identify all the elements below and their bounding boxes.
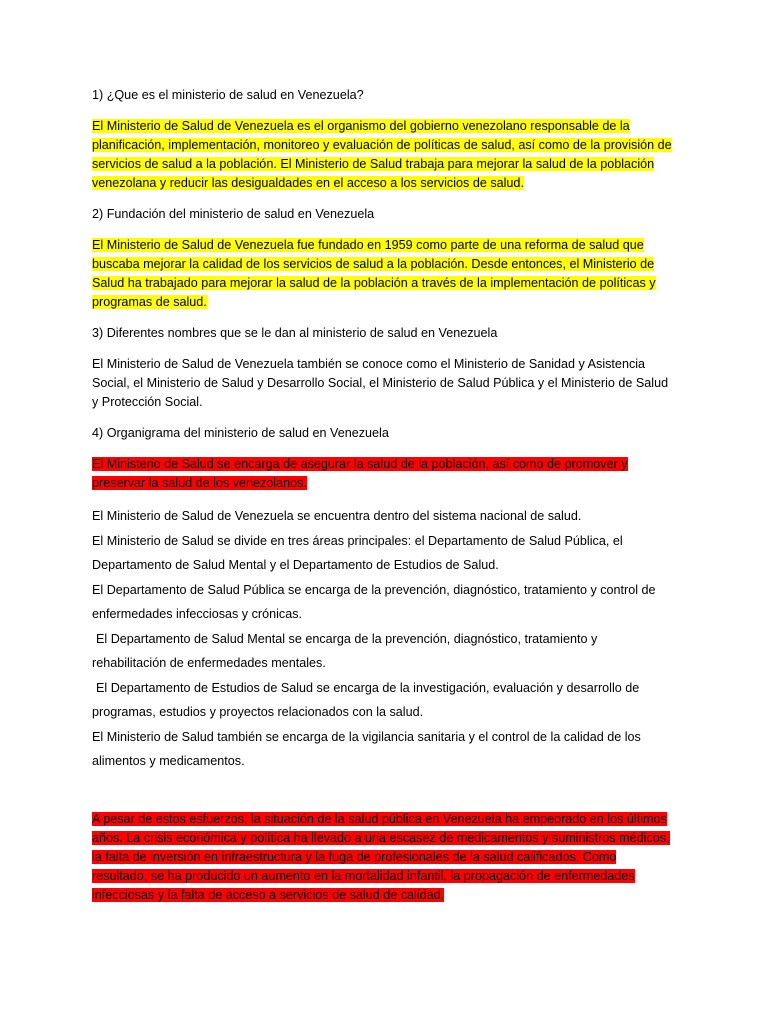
question-4-line-text: El Departamento de Salud Mental se encarga de la prevención, diagnóstico, tratamiento y rehabilitación de enfermedades mentales. (92, 631, 598, 670)
question-2-answer-text: El Ministerio de Salud de Venezuela fue fundado en 1959 como parte de una reforma de salud que buscaba mejorar la calidad de los servicios de salud a la población. Desde entonces, el Ministerio de Salud ha trabajado para mejorar la salud de la población a través de la implementación de políticas y programas de salud. (92, 238, 656, 309)
question-2-heading-text: 2) Fundación del ministerio de salud en Venezuela (92, 207, 375, 221)
question-1-answer-text: El Ministerio de Salud de Venezuela es el organismo del gobierno venezolano responsable de la planificación, implementación, monitoreo y evaluación de políticas de salud, así como de la provisión de servicios de salud a la población. El Ministerio de Salud trabaja para mejorar la salud de la población venezolana y reducir las desigualdades en el acceso a los servicios de salud. (92, 119, 672, 190)
question-4-line: El Departamento de Salud Pública se encarga de la prevención, diagnóstico, tratamiento y control de enfermedades infecciosas y crónicas. (92, 582, 656, 621)
question-1-answer (92, 117, 674, 193)
question-4-line: El Ministerio de Salud se divide en tres áreas principales: el Departamento de Salud Pública, el Departamento de Salud Mental y el Departamento de Estudios de Salud. (92, 533, 623, 572)
question-4-highlight (92, 455, 674, 493)
question-3-heading (92, 324, 674, 343)
question-4-heading (92, 424, 674, 443)
question-4-line: El Ministerio de Salud de Venezuela se encuentra dentro del sistema nacional de salud. (92, 509, 582, 523)
closing-paragraph (92, 810, 674, 905)
question-1-heading-text: 1) ¿Que es el ministerio de salud en Venezuela? (92, 88, 364, 102)
question-4-line: El Ministerio de Salud también se encarga de la vigilancia sanitaria y el control de la calidad de los alimentos y medicamentos. (92, 729, 641, 768)
question-2-heading (92, 205, 674, 224)
question-4-line-text: El Departamento de Estudios de Salud se encarga de la investigación, evaluación y desarrollo de programas, estudios y proyectos relacionados con la salud. (92, 680, 640, 719)
question-3-answer (92, 355, 674, 412)
question-4-line (92, 676, 674, 725)
question-2-answer (92, 236, 674, 312)
question-4-line (92, 627, 674, 676)
document-page (92, 86, 674, 905)
question-4-heading-text: 4) Organigrama del ministerio de salud en Venezuela (92, 426, 389, 440)
question-3-heading-text: 3) Diferentes nombres que se le dan al ministerio de salud en Venezuela (92, 326, 498, 340)
closing-paragraph-text: A pesar de estos esfuerzos, la situación de la salud pública en Venezuela ha empeorado en los últimos años. La crisis económica y política ha llevado a una escasez de medicamentos y suministros médicos, la falta de inversión en infraestructura y la fuga de profesionales de la salud calificados. Como resultado, se ha producido un aumento en la mortalidad infantil, la propagación de enfermedades infecciosas y la falta de acceso a servicios de salud de calidad. (92, 811, 670, 902)
question-3-answer-text: El Ministerio de Salud de Venezuela también se conoce como el Ministerio de Sanidad y Asistencia Social, el Ministerio de Salud y Desarrollo Social, el Ministerio de Salud Pública y el Ministerio de Salud y Protección Social. (92, 357, 669, 409)
question-1-heading (92, 86, 674, 105)
question-4-body (92, 504, 674, 774)
question-4-highlight-text: El Ministerio de Salud se encarga de asegurar la salud de la población, así como de promover y preservar la salud de los venezolanos. (92, 457, 628, 490)
